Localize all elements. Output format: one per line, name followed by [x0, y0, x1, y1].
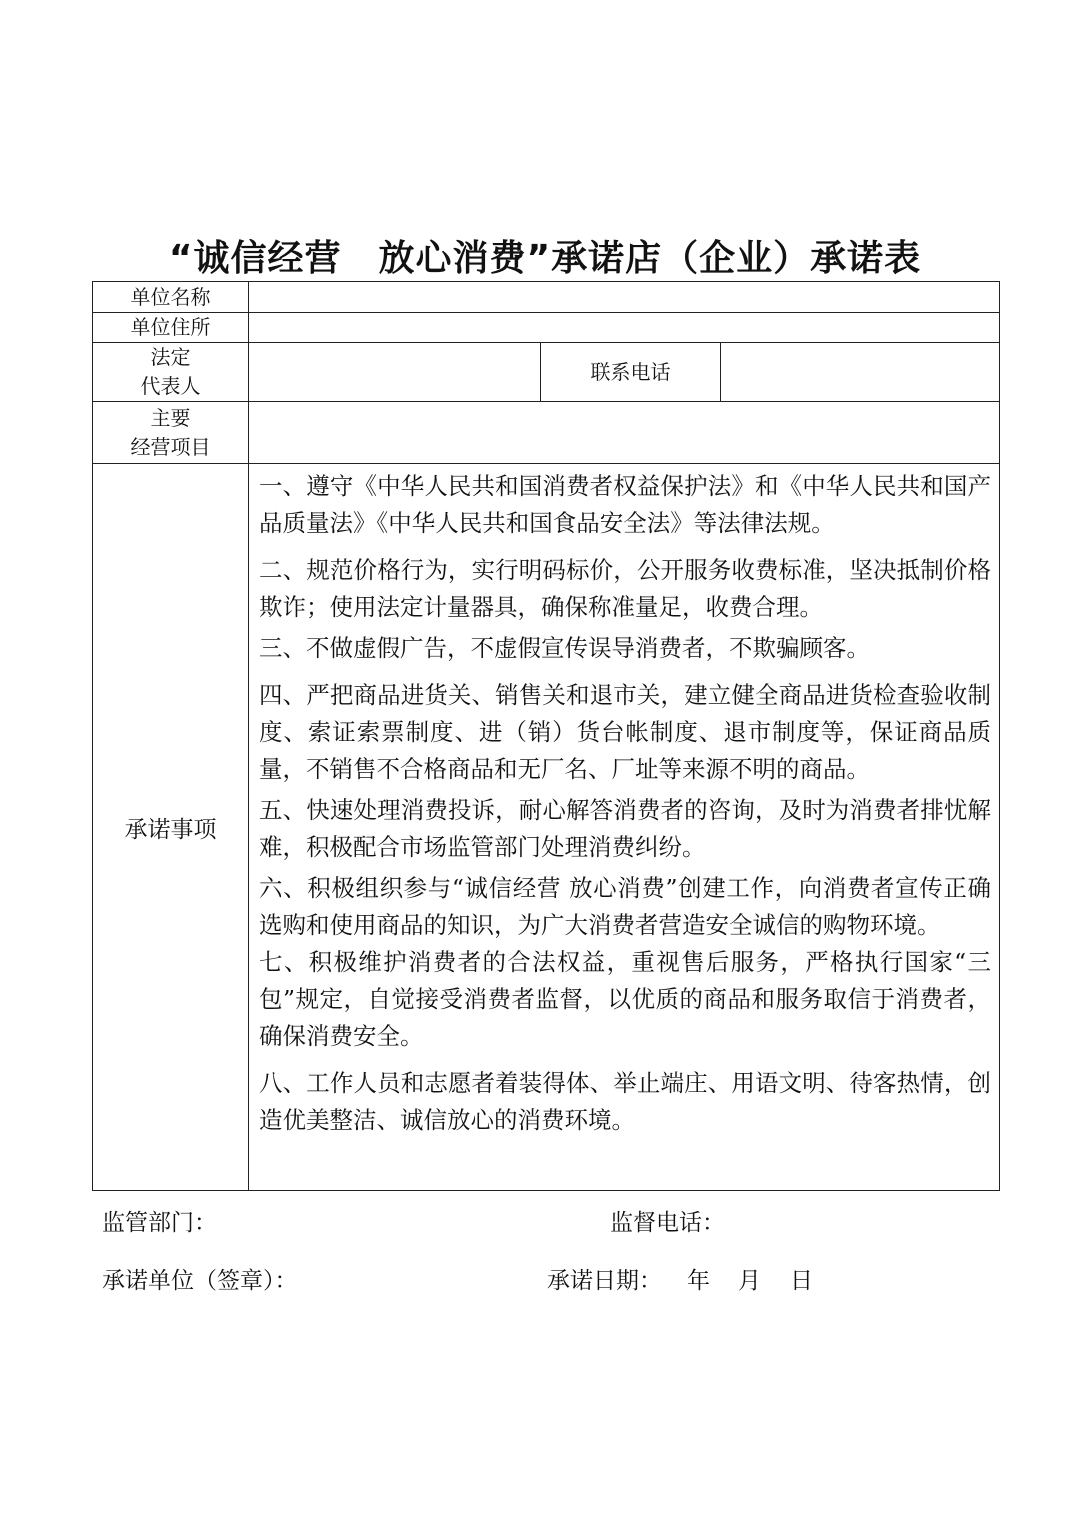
row-commitments — [93, 464, 1000, 1191]
legal-rep-label-line2: 代表人 — [140, 374, 201, 398]
commitment-form-table — [92, 281, 1000, 1191]
commitment-item: 四、严把商品进货关、销售关和退市关，建立健全商品进货检查验收制度、索证索票制度、进（销）货台帐制度、退市制度等，保证商品质量，不销售不合格商品和无厂名、厂址等来源不明的商品。 — [259, 681, 992, 783]
unit-address-field[interactable] — [249, 313, 1000, 343]
main-business-label-line1: 主要 — [150, 405, 191, 430]
unit-address-label: 单位住所 — [93, 313, 249, 343]
row-main-business — [93, 402, 1000, 464]
date-year-label: 年 — [687, 1268, 710, 1294]
commit-unit-signature-label: 承诺单位（签章）： — [102, 1268, 298, 1294]
date-month-label: 月 — [738, 1268, 761, 1294]
page-title: “诚信经营 放心消费”承诺店（企业）承诺表 — [168, 238, 922, 279]
commitments-label: 承诺事项 — [93, 464, 249, 1191]
commitment-item: 八、工作人员和志愿者着装得体、举止端庄、用语文明、待客热情，创造优美整洁、诚信放心的消费环境。 — [259, 1069, 992, 1134]
main-business-field[interactable] — [249, 402, 1000, 464]
commitment-item: 七、积极维护消费者的合法权益，重视售后服务，严格执行国家“三包”规定，自觉接受消费者监督，以优质的商品和服务取信于消费者，确保消费安全。 — [259, 948, 992, 1050]
main-business-label — [93, 402, 249, 464]
row-unit-name — [93, 282, 1000, 313]
contact-phone-label: 联系电话 — [541, 343, 721, 402]
supervision-phone-label: 监督电话： — [610, 1210, 725, 1236]
date-day-label: 日 — [790, 1268, 813, 1294]
main-business-label-line2: 经营项目 — [130, 434, 211, 459]
row-legal-rep — [93, 343, 1000, 402]
commitment-item: 一、遵守《中华人民共和国消费者权益保护法》和《中华人民共和国产品质量法》《中华人民共和国食品安全法》等法律法规。 — [259, 472, 992, 537]
legal-rep-label-line1: 法定 — [150, 345, 191, 369]
commit-date-label: 承诺日期： — [547, 1268, 662, 1294]
contact-phone-field[interactable] — [721, 343, 1000, 402]
legal-rep-field[interactable] — [249, 343, 541, 402]
unit-name-label: 单位名称 — [93, 282, 249, 313]
supervisor-dept-label: 监管部门： — [102, 1210, 217, 1236]
commitment-item: 三、不做虚假广告，不虚假宣传误导消费者，不欺骗顾客。 — [259, 634, 870, 662]
unit-name-field[interactable] — [249, 282, 1000, 313]
legal-rep-label — [93, 343, 249, 402]
commitments-list — [249, 464, 1000, 1191]
row-unit-address — [93, 313, 1000, 343]
commitment-item: 五、快速处理消费投诉，耐心解答消费者的咨询，及时为消费者排忧解难，积极配合市场监管部门处理消费纠纷。 — [259, 796, 992, 861]
commitment-item: 二、规范价格行为，实行明码标价，公开服务收费标准，坚决抵制价格欺诈；使用法定计量器具，确保称准量足，收费合理。 — [259, 556, 992, 621]
commitment-item: 六、积极组织参与“诚信经营 放心消费”创建工作，向消费者宣传正确选购和使用商品的知识，为广大消费者营造安全诚信的购物环境。 — [259, 874, 992, 939]
